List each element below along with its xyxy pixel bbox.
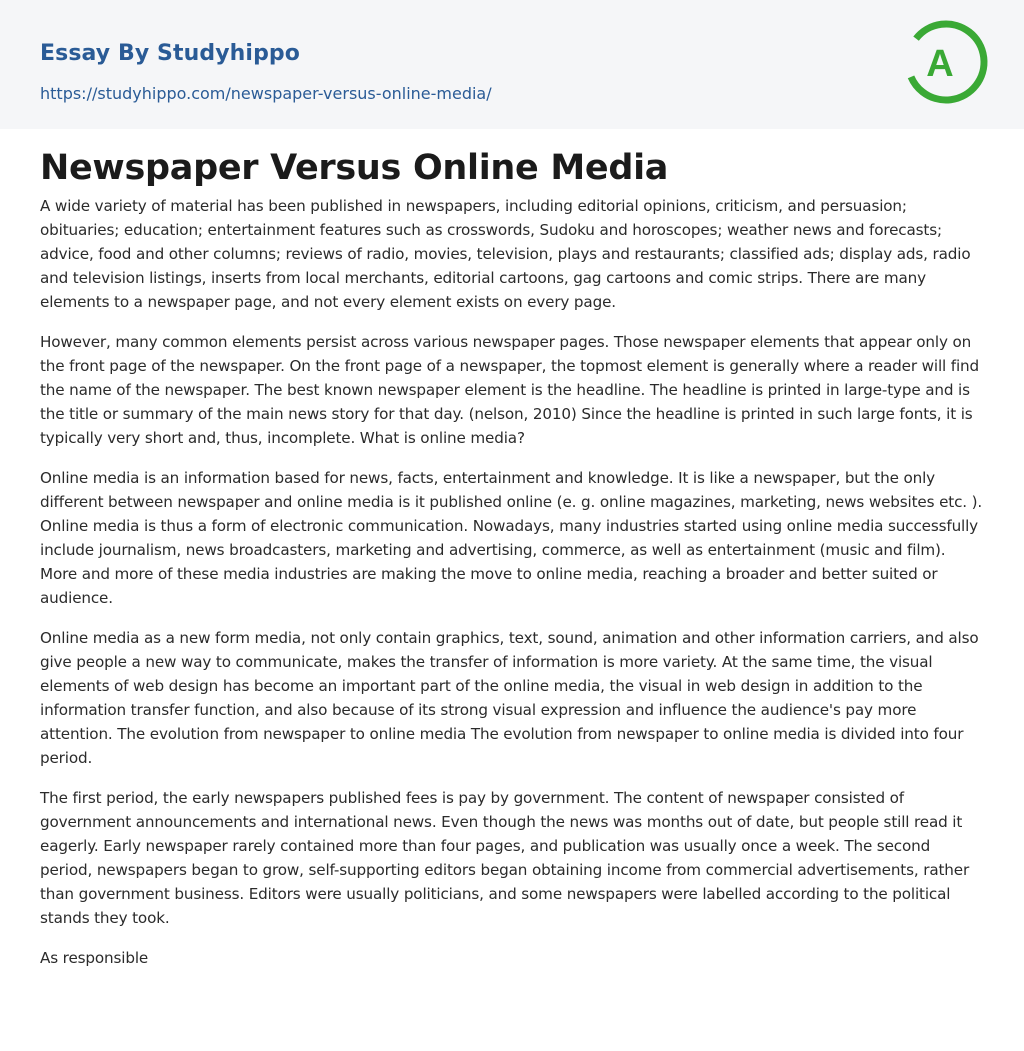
paragraph-1: A wide variety of material has been published in newspapers, including editorial opinions, criticism, and persuasion; obituaries; education; entertainment features such as crosswords, Sudoku and horoscopes; weather news and forecasts; advice, food and other columns; reviews of radio, movies, television, plays and restaurants; classified ads; display ads, radio and television listings, inserts from local merchants, editorial cartoons, gag cartoons and comic strips. There are many elements to a newspaper page, and not every element exists on every page. (40, 197, 971, 311)
essay-url-link[interactable]: https://studyhippo.com/newspaper-versus-online-media/ (40, 84, 492, 103)
logo-letter: A (926, 43, 954, 85)
paragraph-6: As responsible (40, 949, 149, 967)
page-title: Newspaper Versus Online Media (40, 148, 669, 188)
paragraph-3: Online media is an information based for news, facts, entertainment and knowledge. It is like a newspaper, but the only different between newspaper and online media is it published online (e. g. online magazines, marketing, news websites etc. ). Online media is thus a form of electronic communication. Nowadays, many industries started using online media successfully include journalism, news broadcasters, marketing and advertising, commerce, as well as entertainment (music and film). More and more of these media industries are making the move to online media, reaching a broader and better suited or audience. (40, 469, 983, 607)
paragraph-4: Online media as a new form media, not only contain graphics, text, sound, animation and other information carriers, and also give people a new way to communicate, makes the transfer of information is more variety. At the same time, the visual elements of web design has become an important part of the online media, the visual in web design in addition to the information transfer function, and also because of its strong visual expression and influence the audience's pay more attention. The evolution from newspaper to online media The evolution from newspaper to online media is divided into four period. (40, 629, 979, 767)
site-brand[interactable]: Essay By Studyhippo (40, 41, 300, 66)
essay-content (40, 146, 984, 986)
paragraph-2: However, many common elements persist across various newspaper pages. Those newspaper elements that appear only on the front page of the newspaper. On the front page of a newspaper, the topmost element is generally where a reader will find the name of the newspaper. The best known newspaper element is the headline. The headline is printed in large-type and is the title or summary of the main news story for that day. (nelson, 2010) Since the headline is printed in such large fonts, it is typically very short and, thus, incomplete. What is online media? (40, 333, 979, 447)
studyhippo-logo[interactable] (902, 16, 990, 108)
paragraph-5: The first period, the early newspapers published fees is pay by government. The content of newspaper consisted of government announcements and international news. Even though the news was months out of date, but people still read it eagerly. Early newspaper rarely contained more than four pages, and publication was usually once a week. The second period, newspapers began to grow, self-supporting editors began obtaining income from commercial advertisements, rather than government business. Editors were usually politicians, and some newspapers were labelled according to the political stands they took. (40, 789, 970, 927)
site-header (0, 0, 1024, 129)
logo-ring-icon (902, 16, 990, 108)
